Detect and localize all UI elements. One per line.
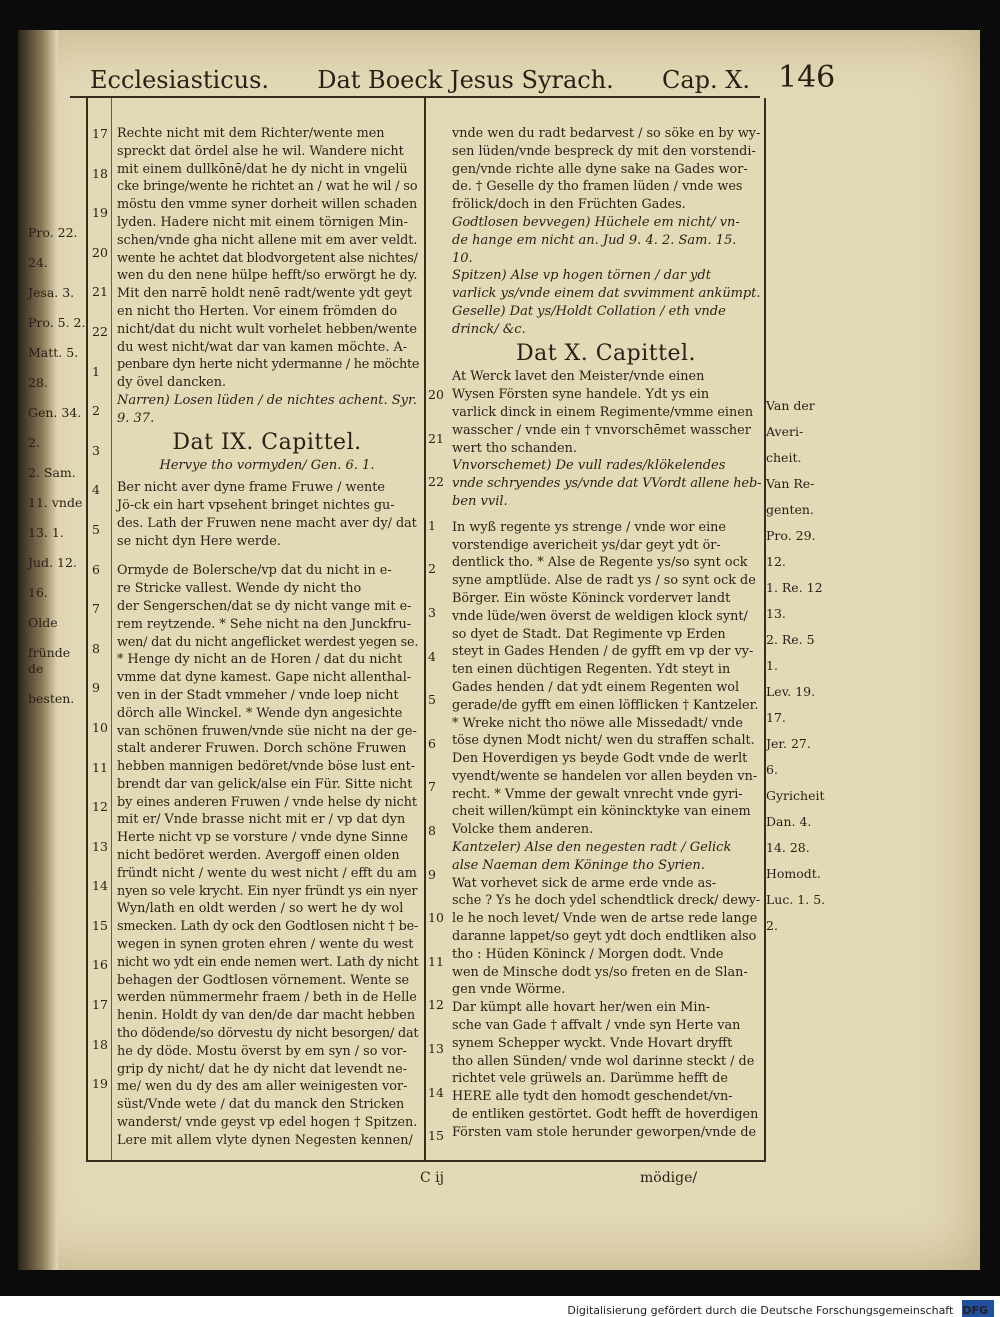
running-header	[70, 58, 760, 98]
note-line: drinck/ &c.	[452, 321, 526, 337]
margin-reference: Gyricheit	[766, 788, 825, 803]
verse-number: 12	[428, 997, 444, 1013]
text-line: me/ wen du dy des am aller weinigesten vor-	[117, 1079, 408, 1095]
verse-numbers-left	[92, 125, 110, 1115]
text-line: mit er/ Vnde brasse nicht mit er / vp dat dyn	[117, 812, 406, 828]
text-line: werden nümmermehr fraem / beth in de Helle	[117, 990, 417, 1006]
margin-reference: 13.	[766, 606, 786, 621]
note-line: de hange em nicht an. Jud 9. 4. 2. Sam. 15.	[452, 232, 737, 248]
text-line: behagen der Godtlosen vörnement. Wente se	[117, 972, 410, 988]
text-line: smecken. Lath dy ock den Godtlosen nicht † be-	[117, 919, 419, 935]
note-line: 10.	[452, 250, 473, 266]
note: Narren) Losen lüden / de nichtes achent. Syr. 9. 37.	[117, 392, 417, 426]
verse-number: 11	[92, 759, 108, 775]
note-line: Godtlosen bevvegen) Hüchele em nicht/ vn-	[452, 214, 740, 230]
verse-number: 13	[92, 838, 108, 854]
text-line: synem Schepper wyckt. Vnde Hovart dryfft	[452, 1035, 733, 1051]
verse-number: 9	[92, 680, 100, 696]
text-line: re Stricke vallest. Wende dy nicht tho	[117, 581, 362, 597]
verse-number: 19	[92, 1076, 108, 1092]
left-column	[117, 125, 420, 1150]
margin-reference: 28.	[28, 375, 48, 390]
header-right: Cap. X.	[661, 66, 750, 94]
text-line: HERE alle tydt den homodt geschendet/vn-	[452, 1089, 733, 1105]
text-line: In wyß regente ys strenge / vnde wor eine	[452, 519, 726, 535]
text-line: Dar kümpt alle hovart her/wen ein Min-	[452, 1000, 711, 1016]
text-line: sche ? Ys he doch ydel schendtlick dreck/ dewy-	[452, 893, 761, 909]
verse-number: 20	[428, 387, 444, 402]
margin-reference: 13. 1.	[28, 525, 64, 540]
text-line: dörch alle Winckel. * Wende dyn angesichte	[117, 705, 403, 721]
verse-number: 20	[92, 244, 108, 260]
text-line: schen/vnde gha nicht allene mit em aver veldt.	[117, 232, 418, 248]
verse-number: 15	[428, 1128, 444, 1144]
note-line: varlick ys/vnde einem dat svvimment ankümpt.	[452, 286, 761, 302]
margin-reference: Jesa. 3.	[28, 285, 75, 300]
text-line: wegen in synen groten ehren / wente du west	[117, 937, 414, 953]
text-line: töse dynen Modt nicht/ wen du straffen schalt.	[452, 733, 755, 749]
text-line: vmme dat dyne kamest. Gape nicht allenthal-	[117, 670, 412, 686]
text-line: ten einen düchtigen Regenten. Ydt steyt in	[452, 662, 731, 678]
verse-number: 2	[92, 403, 100, 419]
text-line: daranne lappet/so geyt ydt doch endtliken also	[452, 929, 757, 945]
verse-number: 19	[92, 205, 108, 221]
margin-reference: 2.	[28, 435, 40, 450]
text-line: wanderst/ vnde geyst vp edel hogen † Spitzen.	[117, 1115, 418, 1131]
text-line: mit einem dullkōnē/dat he dy nicht in vngelü	[117, 161, 408, 177]
signature-mark: C ij	[420, 1170, 444, 1186]
margin-reference: Homodt.	[766, 866, 821, 881]
text-line: wert tho schanden.	[452, 440, 577, 456]
note-line: Geselle) Dat ys/Holdt Collation / eth vnde	[452, 303, 726, 319]
text-line: Wat vorhevet sick de arme erde vnde as-	[452, 875, 717, 891]
verse-number: 6	[92, 561, 100, 577]
text-line: vorstendige avericheit ys/dar geyt ydt ör-	[452, 537, 721, 553]
text-line: tho allen Sünden/ vnde wol darinne steckt / de	[452, 1053, 755, 1069]
text-line: Ber nicht aver dyne frame Fruwe / wente	[117, 480, 385, 496]
text-line: ven in der Stadt vmmeher / vnde loep nicht	[117, 687, 399, 703]
margin-reference: Olde	[28, 615, 58, 630]
text-line: möstu den vmme syner dorheit willen schaden	[117, 197, 418, 213]
verse-number: 14	[428, 1084, 444, 1100]
verse-number: 18	[92, 165, 108, 181]
text-line: hebben mannigen bedöret/vnde böse lust ent-	[117, 759, 416, 775]
text-line: wen du den nene hülpe hefft/so erwörgt he dy.	[117, 268, 418, 284]
text-line: Lere mit allem vlyte dynen Negesten kennen/	[117, 1132, 413, 1148]
margin-reference: 2.	[766, 918, 778, 933]
verse-number: 21	[428, 430, 444, 446]
text-line: nicht bedöret werden. Avergoff einen olden	[117, 848, 400, 864]
margin-reference: Van Re-	[766, 476, 815, 491]
verse-number: 16	[92, 957, 108, 973]
verse-number: 1	[428, 517, 436, 533]
text-line: tho dödende/so dörvestu dy nicht besorgen/ dat	[117, 1026, 419, 1042]
text-line: nicht wo ydt ein ende nemen wert. Lath dy nicht	[117, 954, 419, 970]
verse-number: 13	[428, 1040, 444, 1056]
text-line: vnde lüde/wen överst de weldigen klock synt/	[452, 608, 748, 624]
header-center: Dat Boeck Jesus Syrach.	[317, 66, 614, 94]
text-line: cheit willen/kümpt ein könincktyke van einem	[452, 804, 751, 820]
text-line: Wysen Försten syne handele. Ydt ys ein	[452, 387, 710, 403]
text-line: recht. * Vmme der gewalt vnrecht vnde gyri-	[452, 786, 743, 802]
text-line: en nicht tho Herten. Vor einem frömden do	[117, 303, 398, 319]
note-line: Vnvorschemet) De vull rades/klökelendes	[452, 458, 726, 474]
margin-reference: genten.	[766, 502, 814, 517]
text-line: penbare dyn herte nicht ydermanne / he möchte	[117, 357, 420, 373]
chapter-title: Dat IX. Capittel.	[172, 429, 362, 455]
verse-number: 7	[92, 601, 100, 617]
verse-number: 4	[92, 482, 100, 498]
margin-reference: besten.	[28, 691, 75, 706]
text-line: frölick/doch in den Früchten Gades.	[452, 197, 686, 213]
verse-number: 9	[428, 866, 436, 882]
note-line: vnde schryendes ys/vnde dat VVordt allene heb-	[452, 476, 762, 492]
text-line: Volcke them anderen.	[452, 822, 594, 838]
text-line: richtet vele grüwels an. Darümme hefft de	[452, 1071, 728, 1087]
text-line: du west nicht/wat dar van kamen möchte. A-	[117, 339, 408, 355]
text-line: lyden. Hadere nicht mit einem törnigen Min-	[117, 214, 408, 230]
margin-reference: Luc. 1. 5.	[766, 892, 826, 907]
text-line: wente he achtet dat blodvorgetent alse nichtes/	[117, 250, 418, 266]
margin-reference: 12.	[766, 554, 786, 569]
text-line: * Wreke nicht tho nöwe alle Missedadt/ vnde	[452, 715, 743, 731]
verse-number: 4	[428, 648, 436, 664]
verse-number: 17	[92, 126, 108, 141]
margin-reference: Pro. 29.	[766, 528, 816, 543]
margin-reference: 2. Re. 5	[766, 632, 815, 647]
margin-reference: 17.	[766, 710, 786, 725]
text-line: Försten vam stole herunder geworpen/vnde de	[452, 1124, 757, 1140]
text-line: brendt dar van gelick/alse ein Für. Sitte nicht	[117, 776, 413, 792]
margin-reference: Averi-	[766, 424, 804, 439]
margin-reference: 2. Sam.	[28, 465, 76, 480]
text-line: vnde wen du radt bedarvest / so söke en by wy-	[452, 126, 761, 141]
text-line: dy övel dancken.	[117, 375, 227, 391]
text-line: der Sengerschen/dat se dy nicht vange mit e-	[117, 598, 412, 614]
margin-reference: fründe de	[28, 645, 71, 676]
text-line: süst/Vnde wete / dat du manck den Stricken	[117, 1097, 405, 1113]
text-line: rem reytzende. * Sehe nicht na den Junckfru-	[117, 616, 412, 632]
text-line: sen lüden/vnde bespreck dy mit den vorstendi-	[452, 143, 756, 159]
verse-number: 11	[428, 953, 444, 969]
text-line: Gades henden / dat ydt einem Regenten wol	[452, 679, 740, 695]
footer-text: Digitalisierung gefördert durch die Deutsche Forschungsgemeinschaft	[567, 1304, 954, 1317]
text-line: le he noch levet/ Vnde wen de artse rede lange	[452, 911, 758, 927]
margin-reference: Van der	[766, 398, 815, 413]
text-line: se nicht dyn Here werde.	[117, 533, 281, 549]
dfg-logo: DFG	[962, 1300, 994, 1317]
text-line: de entliken gestörtet. Godt hefft de hoverdigen	[452, 1107, 759, 1123]
text-line: tho : Hüden Köninck / Morgen dodt. Vnde	[452, 946, 724, 962]
margin-reference: Jer. 27.	[766, 736, 811, 751]
text-line: sche van Gade † affvalt / vnde syn Herte van	[452, 1018, 741, 1034]
verse-number: 22	[428, 474, 444, 490]
text-line: nyen so vele krycht. Ein nyer fründt ys ein nyer	[117, 883, 418, 899]
text-line: dentlick tho. * Alse de Regente ys/so synt ock	[452, 555, 748, 571]
verse-number: 6	[428, 735, 436, 751]
text-line: de. † Geselle dy tho framen lüden / vnde wes	[452, 179, 743, 195]
text-line: van schönen fruwen/vnde süe nicht na der ge-	[117, 723, 417, 739]
verse-number: 12	[92, 799, 108, 815]
text-line: Wyn/lath en oldt werden / so wert he dy wol	[117, 901, 404, 917]
margin-reference: Gen. 34.	[28, 405, 82, 420]
margin-reference: 1.	[766, 658, 778, 673]
verse-number: 5	[428, 692, 436, 708]
margin-reference: 24.	[28, 255, 48, 270]
text-line: cke bringe/wente he richtet an / wat he wil / so	[117, 179, 418, 195]
margin-reference: 1. Re. 12	[766, 580, 823, 595]
catchword: mödige/	[640, 1170, 698, 1186]
margin-reference: Lev. 19.	[766, 684, 816, 699]
footer	[0, 1296, 1000, 1317]
note-line: Kantzeler) Alse den negesten radt / Gelick	[452, 840, 732, 856]
text-line: gen/vnde richte alle dyne sake na Gades wor-	[452, 161, 748, 177]
right-column	[452, 125, 760, 1142]
margin-reference: Pro. 5. 2.	[28, 315, 86, 330]
text-line: wasscher / vnde ein † vnvorschēmet wasscher	[452, 422, 751, 438]
text-line: steyt in Gades Henden / de gyfft em vp der vy-	[452, 644, 754, 660]
note-line: Spitzen) Alse vp hogen törnen / dar ydt	[452, 268, 711, 284]
verse-number: 2	[428, 561, 436, 577]
verse-number: 14	[92, 878, 108, 894]
text-line: stalt anderer Fruwen. Dorch schöne Fruwen	[117, 741, 407, 757]
text-line: gen vnde Wörme.	[452, 982, 566, 998]
text-line: Rechte nicht mit dem Richter/wente men	[117, 126, 385, 141]
text-line: Jö-ck ein hart vpsehent bringet nichtes gu-	[117, 497, 395, 513]
verse-number: 18	[92, 1036, 108, 1052]
right-margin-notes	[766, 398, 836, 944]
text-line: syne amptlüde. Alse de radt ys / so synt ock de	[452, 573, 756, 589]
text-line: wen de Minsche dodt ys/so freten en de Slan-	[452, 964, 748, 980]
text-line: fründt nicht / wente du west nicht / efft du am	[117, 865, 417, 881]
margin-reference: Matt. 5.	[28, 345, 79, 360]
verse-number: 5	[92, 521, 100, 537]
chapter-title-x: Dat X. Capittel.	[515, 340, 697, 366]
text-line: Herte nicht vp se vorsture / vnde dyne Sinne	[117, 830, 408, 846]
verse-numbers-right	[428, 386, 448, 1171]
verse-number: 10	[428, 910, 444, 926]
text-line: by eines anderen Fruwen / vnde helse dy nicht	[117, 794, 417, 810]
margin-reference: 11. vnde	[28, 495, 83, 510]
text-line: spreckt dat ördel alse he wil. Wandere nicht	[117, 143, 404, 159]
verse-number-rule	[111, 98, 112, 1160]
text-line: wen/ dat du nicht angeflicket werdest yegen se.	[117, 634, 419, 650]
verse-number: 8	[428, 822, 436, 838]
text-line: gerade/de gyfft em einen löfflicken † Kantzeler.	[452, 697, 759, 713]
text-line: he dy döde. Mostu överst by em syn / so vor-	[117, 1043, 407, 1059]
text-line: nicht/dat du nicht wult vorhelet hebben/wente	[117, 321, 417, 337]
text-line: Ormyde de Bolersche/vp dat du nicht in e-	[117, 563, 392, 579]
header-left: Ecclesiasticus.	[90, 66, 270, 94]
text-line: grip dy nicht/ dat he dy nicht dat levendt ne-	[117, 1061, 408, 1077]
verse-number: 21	[92, 284, 108, 300]
verse-number: 3	[428, 604, 436, 620]
text-line: des. Lath der Fruwen nene macht aver dy/ dat	[117, 515, 417, 531]
verse-number: 1	[92, 363, 100, 379]
verse-number: 8	[92, 640, 100, 656]
verse-number: 7	[428, 779, 436, 795]
text-line: * Henge dy nicht an de Horen / dat du nicht	[117, 652, 403, 668]
column-rule	[424, 98, 426, 1160]
text-line: Börger. Ein wöste Köninck vorderveт landt	[452, 590, 731, 606]
verse-number: 10	[92, 719, 108, 735]
verse-number: 15	[92, 917, 108, 933]
chapter-subtitle: Hervye tho vormyden/ Gen. 6. 1.	[159, 458, 375, 474]
text-line: vyendt/wente se handelen vor allen beyden vn-	[452, 768, 758, 784]
left-margin-notes	[28, 225, 86, 721]
margin-reference: Pro. 22.	[28, 225, 78, 240]
verse-number: 3	[92, 442, 100, 458]
text-line: Den Hoverdigen ys beyde Godt vnde de werlt	[452, 751, 748, 767]
page-number: 146	[778, 60, 836, 95]
note-line: ben vvil.	[452, 493, 508, 509]
text-line: At Werck lavet den Meister/vnde einen	[452, 369, 705, 385]
text-line: henin. Holdt dy van den/de dar macht hebben	[117, 1008, 416, 1024]
margin-reference: 16.	[28, 585, 48, 600]
margin-reference: 14. 28.	[766, 840, 810, 855]
verse-number: 17	[92, 997, 108, 1013]
verse-number: 22	[92, 323, 108, 339]
margin-reference: Jud. 12.	[28, 555, 77, 570]
margin-reference: Dan. 4.	[766, 814, 812, 829]
margin-reference: 6.	[766, 762, 778, 777]
text-line: varlick dinck in einem Regimente/vmme einen	[452, 404, 754, 420]
margin-reference: cheit.	[766, 450, 802, 465]
text-line: so dyet de Stadt. Dat Regimente vp Erden	[452, 626, 726, 642]
text-line: Mit den narrē holdt nenē radt/wente ydt geyt	[117, 286, 413, 302]
note-line: alse Naeman dem Köninge tho Syrien.	[452, 857, 705, 873]
